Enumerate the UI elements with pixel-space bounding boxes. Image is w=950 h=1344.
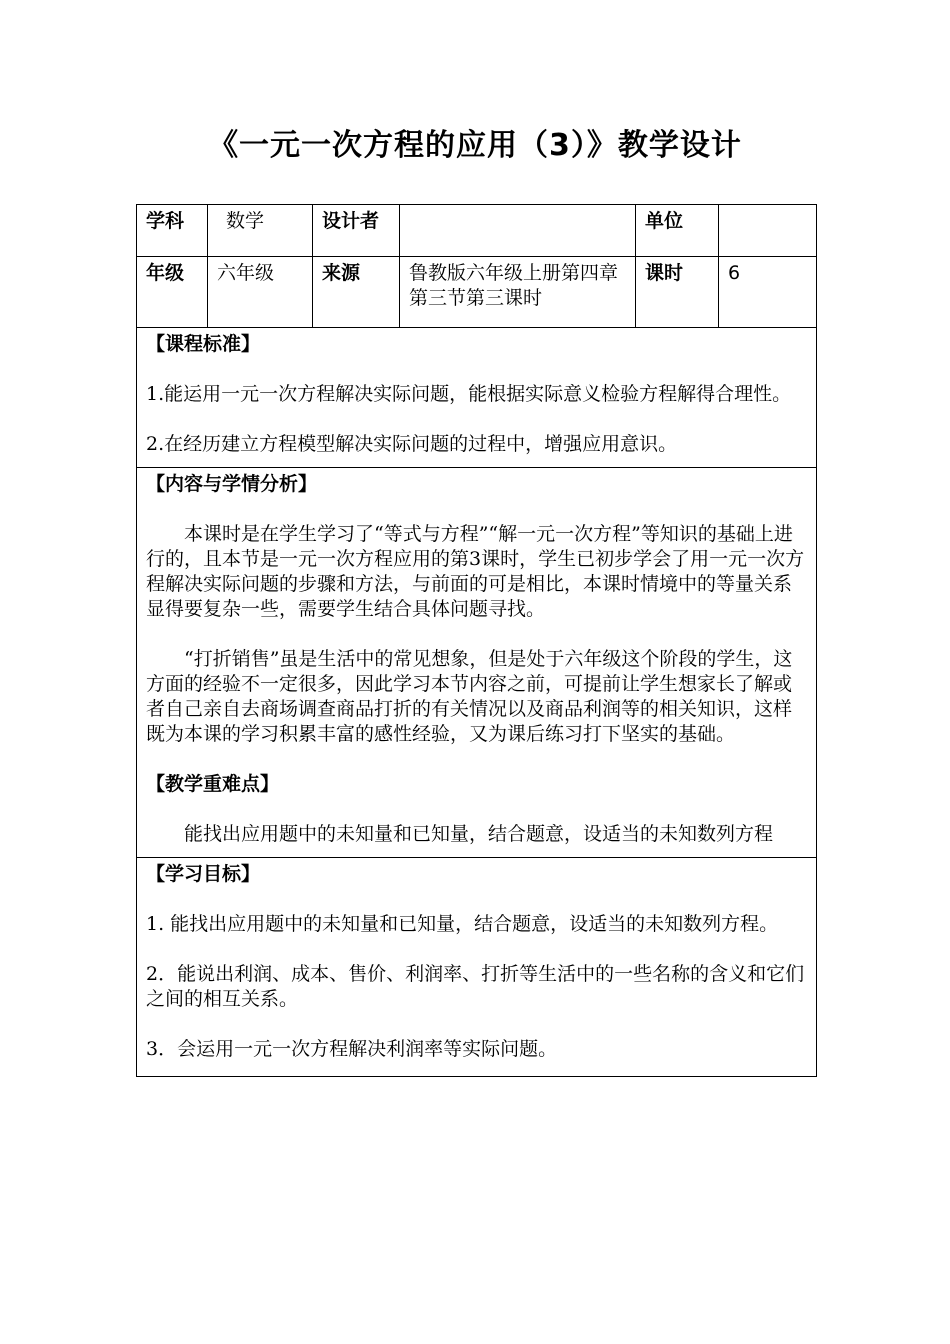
period-label: 课时: [636, 257, 719, 328]
section-analysis-row: [137, 468, 817, 858]
standard-item-2: 2.在经历建立方程模型解决实际问题的过程中，增强应用意识。: [146, 433, 678, 455]
key-points-paragraph: 能找出应用题中的未知量和已知量，结合题意，设适当的未知数列方程: [184, 823, 774, 845]
section-analysis: [137, 468, 817, 858]
page-title: 《一元一次方程的应用（3）》教学设计: [208, 128, 742, 163]
section-goals-row: [137, 858, 817, 1077]
source-label: 来源: [313, 257, 400, 328]
standard-item-1: 1.能运用一元一次方程解决实际问题，能根据实际意义检验方程解得合理性。: [146, 383, 792, 405]
source-value: 鲁教版六年级上册第四章 第三节第三课时: [400, 257, 636, 328]
standard-heading: 【课程标准】: [146, 333, 261, 355]
subject-label: 学科: [137, 205, 208, 257]
key-points-heading: 【教学重难点】: [146, 773, 280, 795]
grade-value: 六年级: [208, 257, 313, 328]
goals-heading: 【学习目标】: [146, 863, 261, 885]
analysis-heading: 【内容与学情分析】: [146, 473, 318, 495]
goal-item-2: 2．能说出利润、成本、售价、利润率、打折等生活中的一些名称的含义和它们之间的相互关系。: [146, 963, 805, 1010]
analysis-paragraph-2: “打折销售”虽是生活中的常见想象，但是处于六年级这个阶段的学生，这方面的经验不一定很多，因此学习本节内容之前，可提前让学生想家长了解或者自己亲自去商场调查商品打折的有关情况以及商品利润等的相关知识，这样既为本课的学习积累丰富的感性经验，又为课后练习打下坚实的基础。: [146, 648, 793, 745]
section-standard-row: [137, 328, 817, 468]
section-standard: [137, 328, 817, 468]
unit-value: [719, 205, 817, 257]
designer-label: 设计者: [313, 205, 400, 257]
period-value: 6: [719, 257, 817, 328]
info-row-2: [137, 257, 817, 328]
lesson-info-table: [136, 204, 817, 1077]
designer-value: [400, 205, 636, 257]
section-goals: [137, 858, 817, 1077]
grade-label: 年级: [137, 257, 208, 328]
unit-label: 单位: [636, 205, 719, 257]
info-row-1: [137, 205, 817, 257]
goal-item-3: 3．会运用一元一次方程解决利润率等实际问题。: [146, 1038, 558, 1060]
subject-value: 数学: [208, 205, 313, 257]
goal-item-1: 1. 能找出应用题中的未知量和已知量，结合题意，设适当的未知数列方程。: [146, 913, 779, 935]
analysis-paragraph-1: 本课时是在学生学习了“等式与方程”“解一元一次方程”等知识的基础上进行的，且本节是一元一次方程应用的第3课时，学生已初步学会了用一元一次方程解决实际问题的步骤和方法，与前面的可是相比，本课时情境中的等量关系显得要复杂一些，需要学生结合具体问题寻找。: [146, 523, 805, 620]
